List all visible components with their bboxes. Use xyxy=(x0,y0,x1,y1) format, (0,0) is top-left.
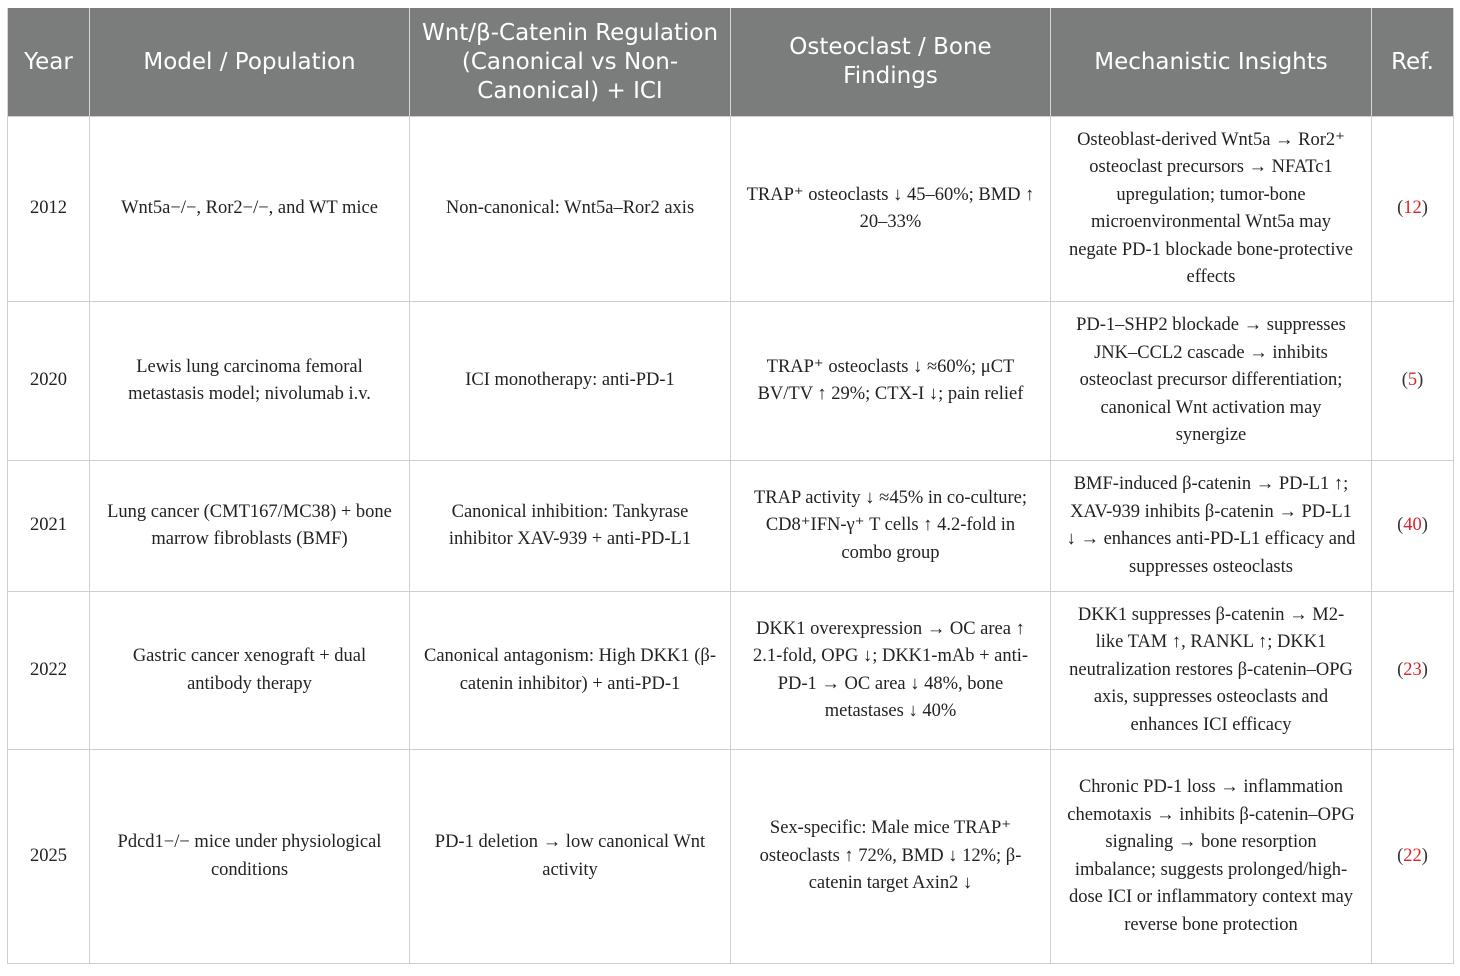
table-row xyxy=(8,461,1454,592)
cell-insights: Osteoblast-derived Wnt5a → Ror2⁺ osteoclast precursors → NFATc1 upregulation; tumor-bone microenvironmental Wnt5a may negate PD-1 blockade bone-protective effects xyxy=(1051,117,1372,302)
cell-ref: (5) xyxy=(1372,302,1454,461)
cell-model: Lung cancer (CMT167/MC38) + bone marrow fibroblasts (BMF) xyxy=(90,461,410,592)
table-header xyxy=(8,8,1454,117)
cell-findings: TRAP⁺ osteoclasts ↓ 45–60%; BMD ↑ 20–33% xyxy=(731,117,1051,302)
cell-findings: TRAP⁺ osteoclasts ↓ ≈60%; μCT BV/TV ↑ 29%; CTX-I ↓; pain relief xyxy=(731,302,1051,461)
table-row xyxy=(8,750,1454,964)
cell-insights: DKK1 suppresses β-catenin → M2-like TAM ↑, RANKL ↑; DKK1 neutralization restores β-catenin–OPG axis, suppresses osteoclasts and enhances ICI efficacy xyxy=(1051,592,1372,750)
cell-insights: BMF-induced β-catenin → PD-L1 ↑; XAV-939 inhibits β-catenin → PD-L1 ↓ → enhances anti-PD-L1 efficacy and suppresses osteoclasts xyxy=(1051,461,1372,592)
header-insights: Mechanistic Insights xyxy=(1051,8,1372,117)
ref-link[interactable]: 22 xyxy=(1403,845,1422,866)
table-container xyxy=(7,8,1453,964)
cell-regulation: Canonical antagonism: High DKK1 (β-catenin inhibitor) + anti-PD-1 xyxy=(410,592,731,750)
cell-regulation: Canonical inhibition: Tankyrase inhibitor XAV-939 + anti-PD-L1 xyxy=(410,461,731,592)
cell-ref: (23) xyxy=(1372,592,1454,750)
cell-model: Gastric cancer xenograft + dual antibody therapy xyxy=(90,592,410,750)
cell-ref: (22) xyxy=(1372,750,1454,964)
cell-year: 2020 xyxy=(8,302,90,461)
data-table xyxy=(7,8,1454,964)
table-row xyxy=(8,302,1454,461)
cell-ref: (12) xyxy=(1372,117,1454,302)
header-row xyxy=(8,8,1454,117)
cell-model: Pdcd1−/− mice under physiological conditions xyxy=(90,750,410,964)
cell-year: 2021 xyxy=(8,461,90,592)
table-body xyxy=(8,117,1454,964)
header-year: Year xyxy=(8,8,90,117)
header-model: Model / Population xyxy=(90,8,410,117)
cell-findings: TRAP activity ↓ ≈45% in co-culture; CD8⁺IFN-γ⁺ T cells ↑ 4.2-fold in combo group xyxy=(731,461,1051,592)
cell-year: 2022 xyxy=(8,592,90,750)
header-regulation: Wnt/β-Catenin Regulation (Canonical vs Non-Canonical) + ICI xyxy=(410,8,731,117)
cell-model: Lewis lung carcinoma femoral metastasis model; nivolumab i.v. xyxy=(90,302,410,461)
cell-insights: Chronic PD-1 loss → inflammation chemotaxis → inhibits β-catenin–OPG signaling → bone resorption imbalance; suggests prolonged/high-dose ICI or inflammatory context may reverse bone protection xyxy=(1051,750,1372,964)
cell-insights: PD-1–SHP2 blockade → suppresses JNK–CCL2 cascade → inhibits osteoclast precursor differentiation; canonical Wnt activation may synergize xyxy=(1051,302,1372,461)
cell-year: 2012 xyxy=(8,117,90,302)
table-row xyxy=(8,592,1454,750)
cell-year: 2025 xyxy=(8,750,90,964)
header-findings: Osteoclast / Bone Findings xyxy=(731,8,1051,117)
cell-regulation: PD-1 deletion → low canonical Wnt activity xyxy=(410,750,731,964)
cell-regulation: Non-canonical: Wnt5a–Ror2 axis xyxy=(410,117,731,302)
table-row xyxy=(8,117,1454,302)
ref-link[interactable]: 12 xyxy=(1403,198,1422,219)
cell-ref: (40) xyxy=(1372,461,1454,592)
ref-link[interactable]: 23 xyxy=(1403,659,1422,680)
cell-findings: Sex-specific: Male mice TRAP⁺ osteoclasts ↑ 72%, BMD ↓ 12%; β-catenin target Axin2 ↓ xyxy=(731,750,1051,964)
cell-model: Wnt5a−/−, Ror2−/−, and WT mice xyxy=(90,117,410,302)
ref-link[interactable]: 40 xyxy=(1403,515,1422,536)
cell-regulation: ICI monotherapy: anti-PD-1 xyxy=(410,302,731,461)
cell-findings: DKK1 overexpression → OC area ↑ 2.1-fold, OPG ↓; DKK1-mAb + anti-PD-1 → OC area ↓ 48%, bone metastases ↓ 40% xyxy=(731,592,1051,750)
ref-link[interactable]: 5 xyxy=(1407,370,1418,391)
header-ref: Ref. xyxy=(1372,8,1454,117)
